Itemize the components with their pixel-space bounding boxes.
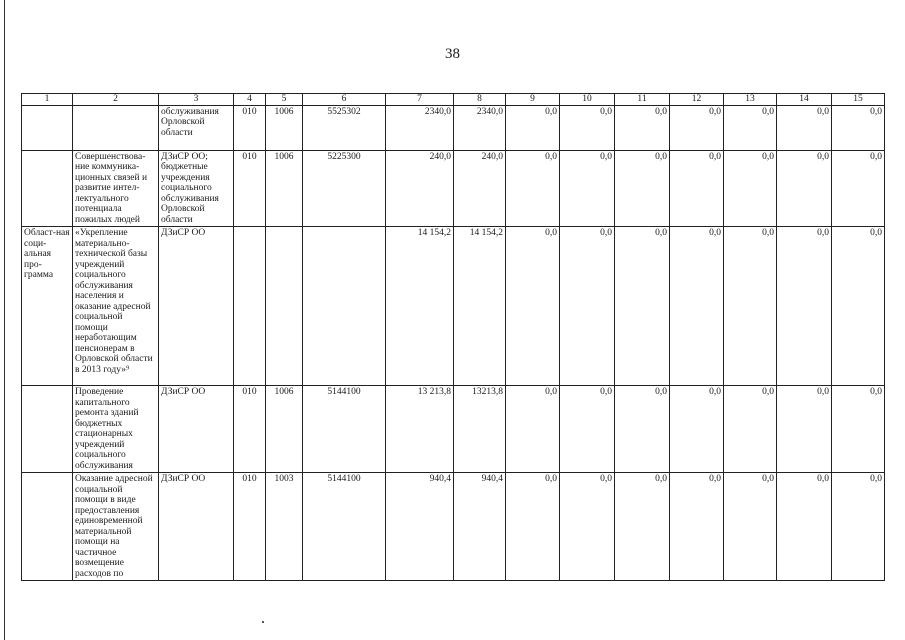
value-cell: 0,0 xyxy=(560,473,615,581)
value-cell: 0,0 xyxy=(506,227,560,386)
section-cell: 1006 xyxy=(266,150,303,227)
activity-cell: «Укрепление материально-технической базы учреждений социального обслуживания населения и оказание адресной социальной помощи неработающим пенсионерам в Орловской области в 2013 году»⁹ xyxy=(73,227,159,386)
value-cell: 0,0 xyxy=(832,227,885,386)
budget-table xyxy=(21,93,885,581)
executor-cell: ДЗиСР ОО; бюджетные учреждения социального обслуживания Орловской области xyxy=(159,150,234,227)
value-cell: 0,0 xyxy=(724,473,777,581)
value-cell: 0,0 xyxy=(777,386,832,473)
program-cell xyxy=(22,105,73,150)
executor-cell: обслуживания Орловской области xyxy=(159,105,234,150)
value-cell: 0,0 xyxy=(832,386,885,473)
activity-cell: Совершенствова-ние коммуника-ционных связей и развитие интел-лектуального потенциала пожилых людей xyxy=(73,150,159,227)
table-row xyxy=(22,150,885,227)
page-margin-line xyxy=(4,0,5,640)
value-cell: 0,0 xyxy=(560,105,615,150)
activity-cell: Оказание адресной социальной помощи в виде предоставления единовременной материальной помощи на частичное возмещение расходов по xyxy=(73,473,159,581)
activity-cell: Проведение капитального ремонта зданий бюджетных стационарных учреждений социального обслуживания xyxy=(73,386,159,473)
value-cell: 940,4 xyxy=(386,473,454,581)
value-cell: 0,0 xyxy=(506,473,560,581)
activity-cell xyxy=(73,105,159,150)
column-header: 12 xyxy=(670,94,724,106)
value-cell: 0,0 xyxy=(777,473,832,581)
value-cell: 0,0 xyxy=(724,150,777,227)
program-cell xyxy=(22,473,73,581)
value-cell: 0,0 xyxy=(560,386,615,473)
value-cell: 0,0 xyxy=(724,105,777,150)
value-cell: 2340,0 xyxy=(454,105,506,150)
column-header: 8 xyxy=(454,94,506,106)
column-header: 6 xyxy=(303,94,386,106)
value-cell: 0,0 xyxy=(670,386,724,473)
column-header: 5 xyxy=(266,94,303,106)
column-header: 11 xyxy=(615,94,670,106)
executor-cell: ДЗиСР ОО xyxy=(159,227,234,386)
section-cell xyxy=(266,227,303,386)
article-cell: 5144100 xyxy=(303,473,386,581)
column-header: 4 xyxy=(234,94,266,106)
value-cell: 14 154,2 xyxy=(454,227,506,386)
code-cell: 010 xyxy=(234,473,266,581)
table-header-row xyxy=(22,94,885,106)
code-cell: 010 xyxy=(234,150,266,227)
value-cell: 0,0 xyxy=(777,105,832,150)
code-cell: 010 xyxy=(234,386,266,473)
value-cell: 0,0 xyxy=(615,473,670,581)
value-cell: 0,0 xyxy=(615,386,670,473)
table-row xyxy=(22,227,885,386)
value-cell: 0,0 xyxy=(506,105,560,150)
program-cell xyxy=(22,386,73,473)
table-row xyxy=(22,105,885,150)
value-cell: 0,0 xyxy=(670,105,724,150)
table-row xyxy=(22,473,885,581)
value-cell: 0,0 xyxy=(724,386,777,473)
value-cell: 240,0 xyxy=(386,150,454,227)
value-cell: 0,0 xyxy=(615,150,670,227)
column-header: 13 xyxy=(724,94,777,106)
value-cell: 0,0 xyxy=(506,386,560,473)
program-cell xyxy=(22,150,73,227)
value-cell: 0,0 xyxy=(670,227,724,386)
page-number: 38 xyxy=(445,46,460,62)
value-cell: 0,0 xyxy=(777,227,832,386)
executor-cell: ДЗиСР ОО xyxy=(159,473,234,581)
value-cell: 0,0 xyxy=(615,227,670,386)
section-cell: 1003 xyxy=(266,473,303,581)
value-cell: 0,0 xyxy=(560,227,615,386)
value-cell: 0,0 xyxy=(615,105,670,150)
column-header: 15 xyxy=(832,94,885,106)
article-cell xyxy=(303,227,386,386)
program-cell: Област-ная соци-альная про-грамма xyxy=(22,227,73,386)
value-cell: 13 213,8 xyxy=(386,386,454,473)
column-header: 3 xyxy=(159,94,234,106)
column-header: 14 xyxy=(777,94,832,106)
executor-cell: ДЗиСР ОО xyxy=(159,386,234,473)
value-cell: 0,0 xyxy=(832,150,885,227)
value-cell: 13213,8 xyxy=(454,386,506,473)
value-cell: 0,0 xyxy=(506,150,560,227)
value-cell: 240,0 xyxy=(454,150,506,227)
column-header: 7 xyxy=(386,94,454,106)
value-cell: 0,0 xyxy=(832,473,885,581)
column-header: 2 xyxy=(73,94,159,106)
article-cell: 5144100 xyxy=(303,386,386,473)
column-header: 1 xyxy=(22,94,73,106)
scan-speck xyxy=(262,621,264,623)
article-cell: 5225300 xyxy=(303,150,386,227)
article-cell: 5525302 xyxy=(303,105,386,150)
value-cell: 0,0 xyxy=(777,150,832,227)
value-cell: 940,4 xyxy=(454,473,506,581)
column-header: 9 xyxy=(506,94,560,106)
code-cell xyxy=(234,227,266,386)
section-cell: 1006 xyxy=(266,386,303,473)
value-cell: 0,0 xyxy=(724,227,777,386)
table-row xyxy=(22,386,885,473)
value-cell: 0,0 xyxy=(832,105,885,150)
value-cell: 14 154,2 xyxy=(386,227,454,386)
column-header: 10 xyxy=(560,94,615,106)
value-cell: 0,0 xyxy=(670,473,724,581)
code-cell: 010 xyxy=(234,105,266,150)
section-cell: 1006 xyxy=(266,105,303,150)
value-cell: 0,0 xyxy=(670,150,724,227)
value-cell: 0,0 xyxy=(560,150,615,227)
value-cell: 2340,0 xyxy=(386,105,454,150)
